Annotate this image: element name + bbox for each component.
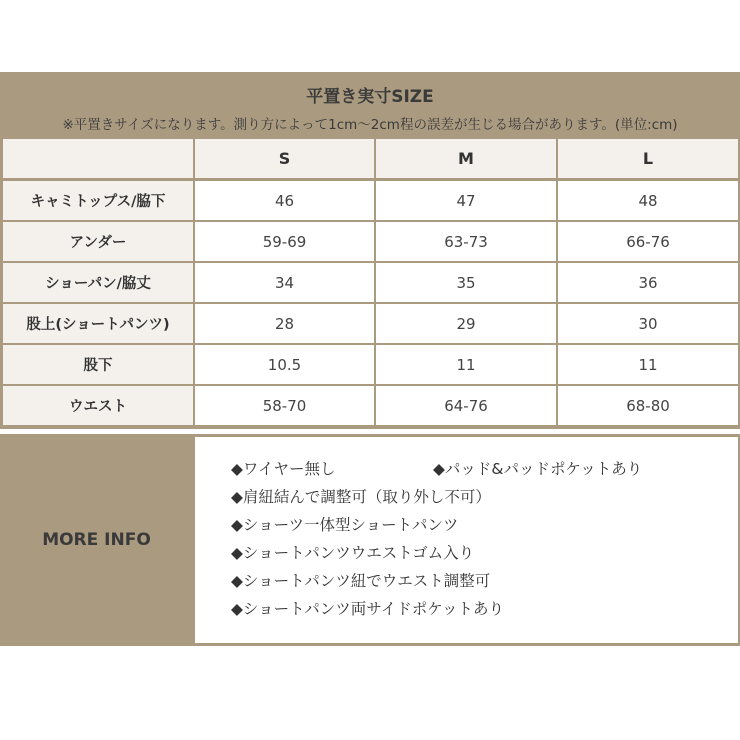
size-value-cell: 10.5 [195,345,374,384]
row-label: 股下 [3,345,193,384]
size-value-cell: 47 [376,181,556,220]
table-corner-cell [3,139,193,178]
size-chart-title: 平置き実寸SIZE [306,87,434,107]
size-chart-note: ※平置きサイズになります。測り方によって1cm〜2cm程の誤差が生じる場合があります。(単位:cm) [62,117,678,133]
size-value-cell: 66-76 [558,222,738,261]
more-info-list [195,437,738,643]
row-label: 股上(ショートパンツ) [3,304,193,343]
size-value-cell: 11 [558,345,738,384]
more-info-label: MORE INFO [42,530,151,550]
size-value-cell: 34 [195,263,374,302]
size-value-cell: 46 [195,181,374,220]
info-item: ◆パッド&パッドポケットあり [433,460,643,478]
info-item: ◆ショートパンツ紐でウエスト調整可 [231,572,491,590]
size-column-header: S [195,139,374,178]
size-value-cell: 35 [376,263,556,302]
row-label: ウエスト [3,386,193,425]
info-item: ◆肩紐結んで調整可（取り外し不可） [231,488,491,506]
info-item: ◆ワイヤー無し [231,460,336,478]
size-value-cell: 36 [558,263,738,302]
info-item: ◆ショーツ一体型ショートパンツ [231,516,459,534]
size-value-cell: 63-73 [376,222,556,261]
size-value-cell: 58-70 [195,386,374,425]
size-value-cell: 30 [558,304,738,343]
row-label: ショーパン/脇丈 [3,263,193,302]
size-value-cell: 68-80 [558,386,738,425]
info-item: ◆ショートパンツウエストゴム入り [231,544,475,562]
size-column-header: L [558,139,738,178]
row-label: キャミトップス/脇下 [3,181,193,220]
info-item: ◆ショートパンツ両サイドポケットあり [231,600,504,618]
size-value-cell: 48 [558,181,738,220]
size-value-cell: 29 [376,304,556,343]
size-value-cell: 28 [195,304,374,343]
size-value-cell: 64-76 [376,386,556,425]
size-value-cell: 59-69 [195,222,374,261]
size-value-cell: 11 [376,345,556,384]
row-label: アンダー [3,222,193,261]
size-column-header: M [376,139,556,178]
